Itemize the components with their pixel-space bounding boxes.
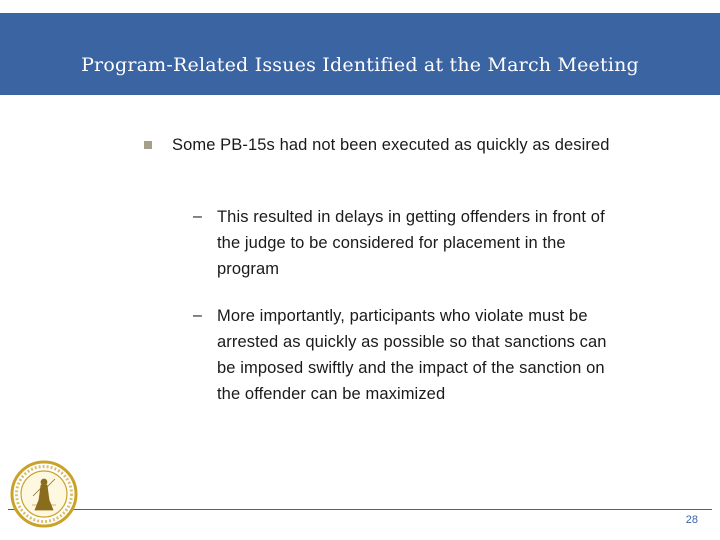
slide-title: Program-Related Issues Identified at the March Meeting bbox=[81, 54, 639, 76]
sub-bullet-dash: – bbox=[193, 208, 202, 225]
sub-bullet-dash: – bbox=[193, 307, 202, 324]
page-number: 28 bbox=[685, 514, 698, 526]
footer-divider bbox=[8, 509, 712, 510]
title-band bbox=[0, 13, 720, 95]
sub-bullet-text: More importantly, participants who violate must be arrested as quickly as possible so that sanctions can be imposed swiftly and the impact of the sanction on the offender can be maximized bbox=[217, 307, 607, 403]
state-seal-icon bbox=[10, 460, 78, 528]
sub-bullet-text: This resulted in delays in getting offenders in front of the judge to be considered for placement in the program bbox=[217, 208, 605, 278]
bullet-marker bbox=[144, 141, 152, 149]
bullet-text: Some PB-15s had not been executed as quickly as desired bbox=[172, 136, 610, 154]
